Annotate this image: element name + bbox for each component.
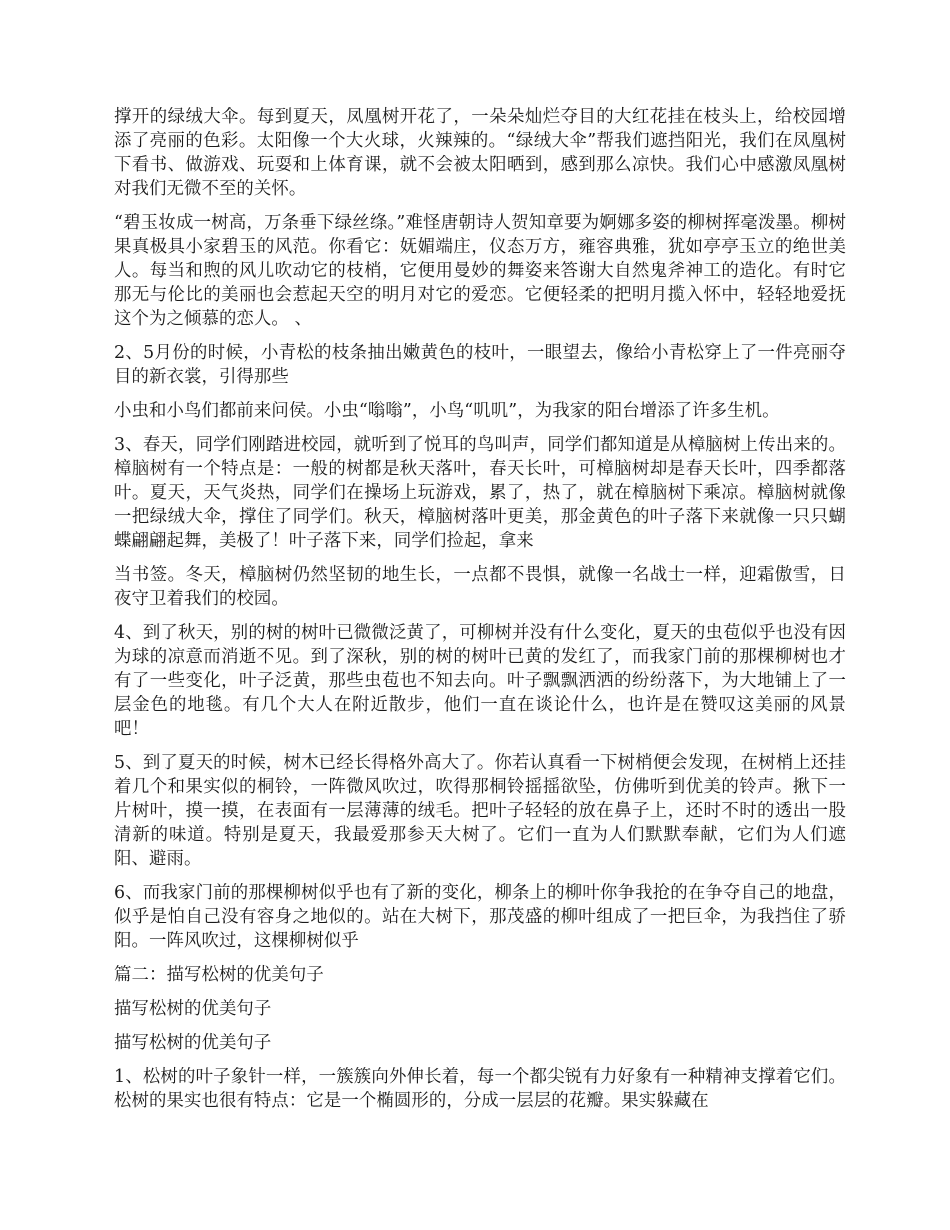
paragraph-5-summer-tree: 5、到了夏天的时候，树木已经长得格外高大了。你若认真看一下树梢便会发现，在树梢上还挂着几个和果实似的桐铃，一阵微风吹过，吹得那桐铃摇摇欲坠，仿佛听到优美的铃声。揪下一片树叶，摸一摸，在表面有一层薄薄的绒毛。把叶子轻轻的放在鼻子上，还时不时的透出一股清新的味道。特别是夏天，我最爱那参天大树了。它们一直为人们默默奉献，它们为人们遮阳、避雨。	[114, 753, 846, 869]
paragraph-6-willow: 6、而我家门前的那棵柳树似乎也有了新的变化，柳条上的柳叶你争我抢的在争夺自己的地盘，似乎是怕自己没有容身之地似的。站在大树下，那茂盛的柳叶组成了一把巨伞，为我挡住了骄阳。一阵风吹过，这棵柳树似乎	[114, 883, 846, 951]
paragraph-3-camphor: 3、春天，同学们刚踏进校园，就听到了悦耳的鸟叫声，同学们都知道是从樟脑树上传出来的。樟脑树有一个特点是：一般的树都是秋天落叶，春天长叶，可樟脑树却是春天长叶，四季都落叶。夏天，天气炎热，同学们在操场上玩游戏，累了，热了，就在樟脑树下乘凉。樟脑树就像一把绿绒大伞，撑住了同学们。秋天，樟脑树落叶更美，那金黄色的叶子落下来就像一只只蝴蝶翩翩起舞，美极了！叶子落下来，同学们捡起，拿来	[114, 435, 846, 551]
section-subtitle-repeat: 描写松树的优美句子	[114, 1033, 272, 1053]
section-heading: 篇二：描写松树的优美句子	[114, 965, 324, 985]
document-body	[114, 105, 846, 1123]
paragraph-willow-poem: “碧玉妆成一树高，万条垂下绿丝绦。”难怪唐朝诗人贺知章要为婀娜多姿的柳树挥毫泼墨。柳树果真极具小家碧玉的风范。你看它：妩媚端庄，仪态万方，雍容典雅，犹如亭亭玉立的绝世美人。每当和煦的风儿吹动它的枝梢，它便用曼妙的舞姿来答谢大自然鬼斧神工的造化。有时它那无与伦比的美丽也会惹起天空的明月对它的爱恋。它便轻柔的把明月揽入怀中，轻轻地爱抚这个为之倾慕的恋人。 、	[114, 213, 846, 329]
paragraph-phoenix-tree: 撑开的绿绒大伞。每到夏天，凤凰树开花了，一朵朵灿烂夺目的大红花挂在枝头上，给校园增添了亮丽的色彩。太阳像一个大火球，火辣辣的。“绿绒大伞”帮我们遮挡阳光，我们在凤凰树下看书、做游戏、玩耍和上体育课，就不会被太阳晒到，感到那么凉快。我们心中感激凤凰树对我们无微不至的关怀。	[114, 107, 846, 199]
section-subtitle: 描写松树的优美句子	[114, 999, 272, 1019]
paragraph-2-pine: 2、5月份的时候，小青松的枝条抽出嫩黄色的枝叶，一眼望去，像给小青松穿上了一件亮丽夺目的新衣裳，引得那些	[114, 343, 846, 387]
paragraph-2-continued: 小虫和小鸟们都前来问侯。小虫“嗡嗡”，小鸟“叽叽”，为我家的阳台增添了许多生机。	[114, 401, 780, 421]
paragraph-3-continued: 当书签。冬天，樟脑树仍然坚韧的地生长，一点都不畏惧，就像一名战士一样，迎霜傲雪，日夜守卫着我们的校园。	[114, 565, 846, 609]
paragraph-4-autumn-willow: 4、到了秋天，别的树的树叶已微微泛黄了，可柳树并没有什么变化，夏天的虫苞似乎也没有因为球的凉意而消逝不见。到了深秋，别的树的树叶已黄的发红了，而我家门前的那棵柳树也才有了一些变化，叶子泛黄，那些虫苞也不知去向。叶子飘飘洒洒的纷纷落下，为大地铺上了一层金色的地毯。有几个大人在附近散步，他们一直在谈论什么，也许是在赞叹这美丽的风景吧！	[114, 623, 846, 739]
paragraph-1-pine-needles: 1、松树的叶子象针一样，一簇簇向外伸长着，每一个都尖锐有力好象有一种精神支撑着它们。松树的果实也很有特点：它是一个椭圆形的，分成一层层的花瓣。果实躲藏在	[114, 1067, 846, 1111]
